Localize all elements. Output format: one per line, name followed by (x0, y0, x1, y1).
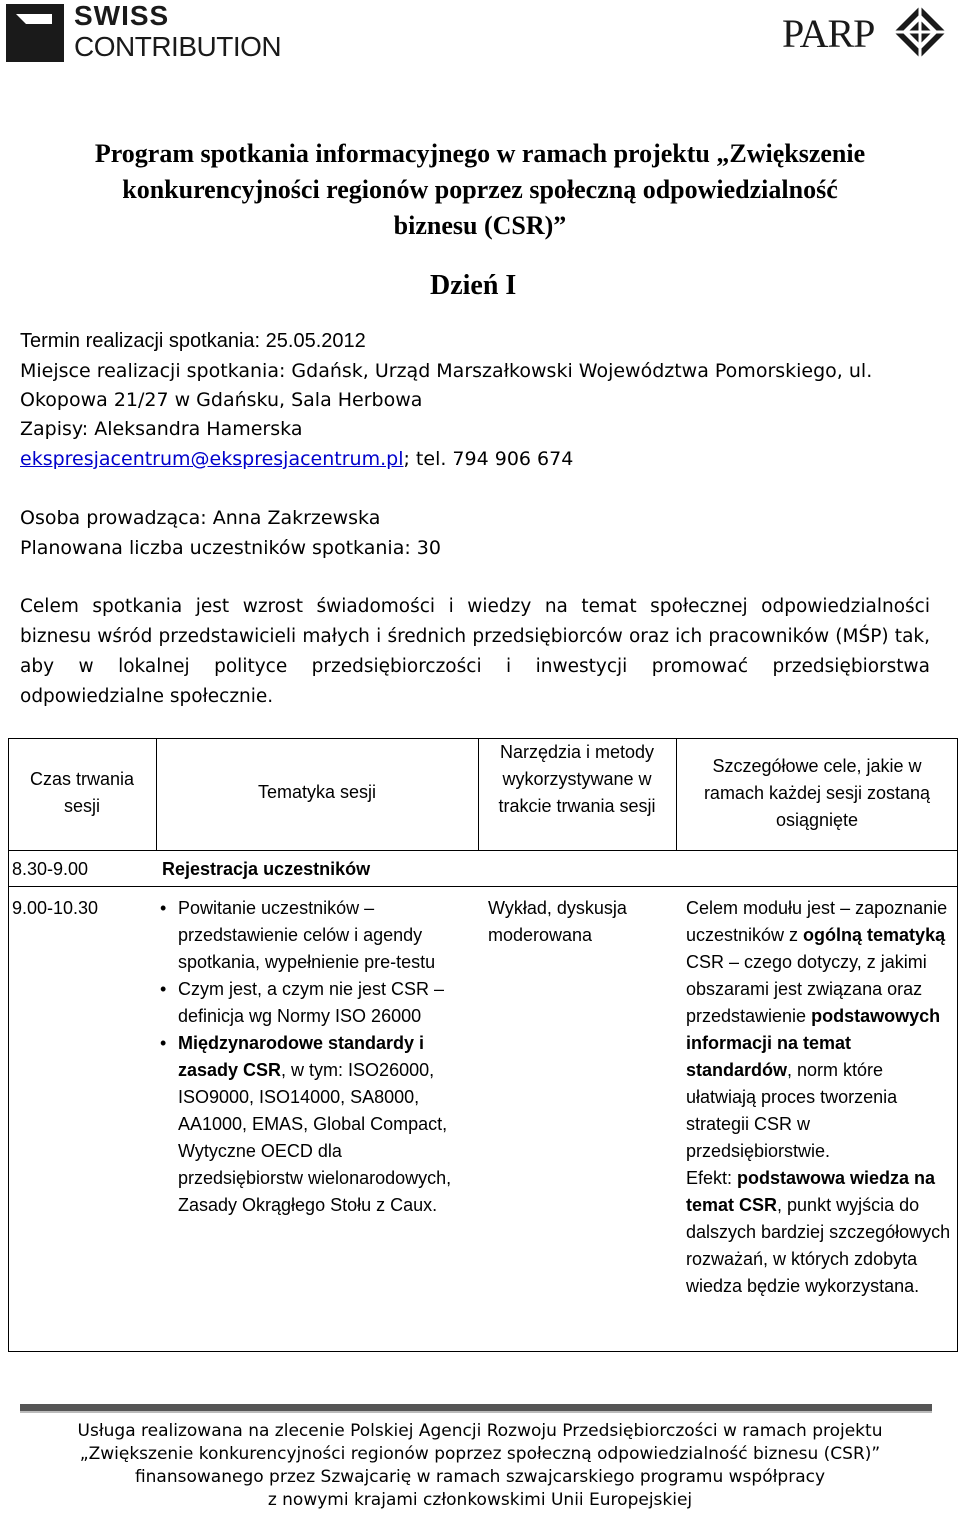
participant-count: Planowana liczba uczestników spotkania: 30 (20, 537, 441, 559)
goal-bold: ogólną tematyką (803, 925, 946, 945)
contact-line (20, 448, 573, 470)
footer-line: z nowymi krajami członkowskimi Unii Europejskiej (267, 1490, 693, 1510)
topic-bullet: • Czym jest, a czym nie jest CSR – definicja wg Normy ISO 26000 (158, 976, 458, 1030)
meeting-date: Termin realizacji spotkania: 25.05.2012 (20, 330, 366, 352)
topic-rest: , w tym: ISO26000, ISO9000, ISO14000, SA8000, AA1000, EMAS, Global Compact, Wytyczne OECD dla przedsiębiorstw wielonarodowych, Zasady Okrągłego Stołu z Caux. (178, 1060, 452, 1215)
footer-divider (20, 1404, 932, 1411)
goal-bold: podstawowa wiedza na temat CSR (686, 1168, 936, 1215)
row2-time: 9.00-10.30 (12, 898, 99, 918)
goal-text: CSR – czego dotyczy, z jakimi obszarami jest związana oraz przedstawienie (686, 952, 927, 1026)
goal-text: , punkt wyjścia do dalszych bardziej szczegółowych rozważań, w których zdobyta wiedza będzie wykorzystana. (686, 1195, 951, 1296)
document-title-line: Program spotkania informacyjnego w ramach projektu „Zwiększenie (94, 139, 866, 168)
row2-tools: Wykład, dyskusja moderowana (488, 898, 627, 945)
goal-bold: podstawowych informacji na temat standardów (686, 1006, 941, 1080)
parp-logo-word: PARP (782, 11, 875, 56)
header-time: Czas trwania sesji (29, 769, 135, 816)
swiss-logo-mark (6, 4, 64, 62)
header-topic: Tematyka sesji (257, 782, 377, 802)
swiss-logo-word: SWISS (74, 0, 170, 31)
header-tools: Narzędzia i metody wykorzystywane w trakcie trwania sesji (498, 742, 656, 816)
topic-bullet (158, 1030, 458, 1219)
row1-topic: Rejestracja uczestników (162, 859, 371, 879)
signup-contact: Zapisy: Aleksandra Hamerska (20, 418, 303, 440)
day-heading: Dzień I (430, 270, 517, 301)
contribution-logo-word: CONTRIBUTION (74, 31, 282, 62)
footer-line: Usługa realizowana na zlecenie Polskiej Agencji Rozwoju Przedsiębiorczości w ramach projektu (77, 1421, 883, 1441)
email-link[interactable]: ekspresjacentrum@ekspresjacentrum.pl (20, 448, 404, 470)
document-title-line: biznesu (CSR)” (393, 211, 567, 240)
header-goals: Szczegółowe cele, jakie w ramach każdej sesji zostaną osiągnięte (703, 756, 931, 830)
footer-line: finansowanego przez Szwajcarię w ramach szwajcarskiego programu współpracy (134, 1467, 826, 1487)
row2-goals (686, 895, 954, 1300)
meeting-goal-paragraph: Celem spotkania jest wzrost świadomości i wiedzy na temat społecznej odpowiedzialności biznesu wśród przedstawicieli małych i średnich przedsiębiorców oraz ich pracowników (MŚP) tak, aby w lokalnej polityce przedsiębiorczości i inwestycji promować przedsiębiorstwa odpowiedzialne społecznie. (20, 596, 930, 707)
row1-time: 8.30-9.00 (12, 859, 89, 879)
document-title-line: konkurencyjności regionów poprzez społeczną odpowiedzialność (122, 175, 838, 204)
schedule-table (8, 738, 958, 1352)
footer-line: „Zwiększenie konkurencyjności regionów poprzez społeczną odpowiedzialność biznesu (CSR)” (79, 1444, 881, 1464)
topic-bullet: • Powitanie uczestników – przedstawienie celów i agendy spotkania, wypełnienie pre-testu (158, 895, 458, 976)
swiss-contribution-logo (6, 0, 296, 64)
topic-bold: Międzynarodowe standardy i zasady CSR (178, 1033, 425, 1080)
goal-text: , norm które ułatwiają proces tworzenia strategii CSR w przedsiębiorstwie. (686, 1060, 898, 1161)
goal-text: Efekt: (686, 1168, 738, 1188)
parp-logo-mark (892, 4, 948, 60)
row2-topics (158, 895, 458, 1219)
meeting-host: Osoba prowadząca: Anna Zakrzewska (20, 507, 381, 529)
goal-text: Celem modułu jest – zapoznanie uczestników z (686, 898, 948, 945)
meeting-place: Miejsce realizacji spotkania: Gdańsk, Urząd Marszałkowski Województwa Pomorskiego, ul. (20, 360, 873, 382)
meeting-place-cont: Okopowa 21/27 w Gdańsku, Sala Herbowa (20, 389, 423, 411)
phone-number: ; tel. 794 906 674 (403, 448, 574, 470)
parp-logo (778, 4, 948, 66)
